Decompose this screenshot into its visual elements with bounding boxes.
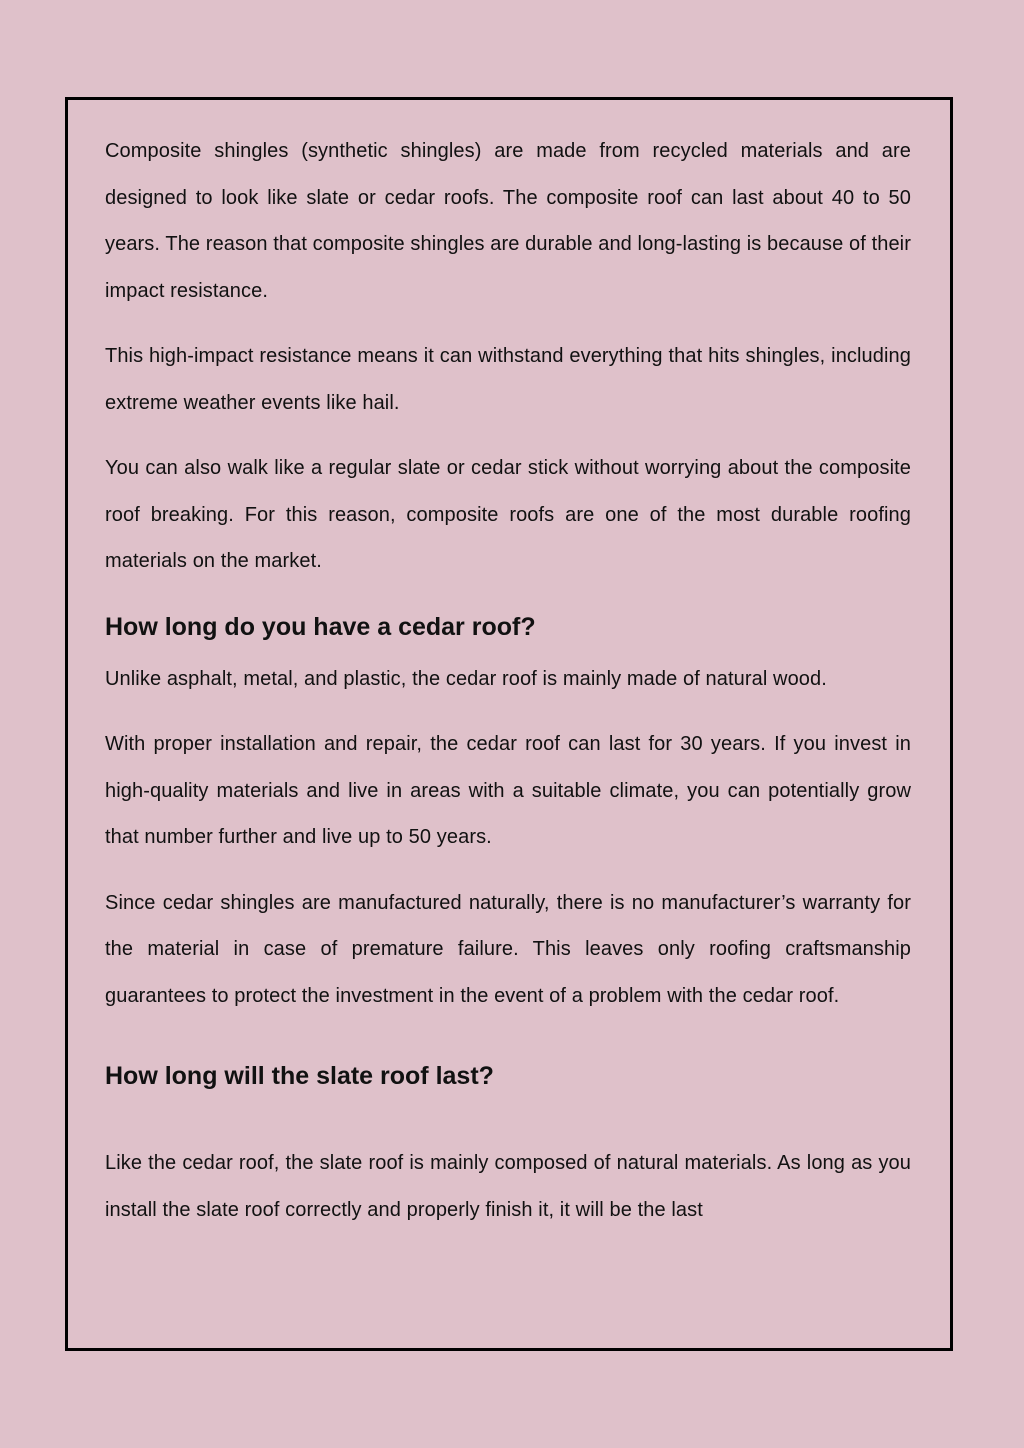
paragraph-slate-natural: Like the cedar roof, the slate roof is mainly composed of natural materials. As long as you install the slate roof correctly and properly finish it, it will be the last	[105, 1152, 911, 1221]
document-body	[105, 128, 911, 1233]
paragraph-cedar-lifespan: With proper installation and repair, the cedar roof can last for 30 years. If you invest in high-quality materials and live in areas with a suitable climate, you can potentially grow that number further and live up to 50 years.	[105, 733, 911, 848]
heading-slate-roof: How long will the slate roof last?	[105, 1062, 494, 1090]
heading-cedar-roof: How long do you have a cedar roof?	[105, 612, 536, 641]
paragraph-cedar-natural-wood: Unlike asphalt, metal, and plastic, the cedar roof is mainly made of natural wood.	[105, 667, 827, 690]
paragraph-cedar-warranty: Since cedar shingles are manufactured naturally, there is no manufacturer’s warranty for the material in case of premature failure. This leaves only roofing craftsmanship guarantees to protect the investment in the event of a problem with the cedar roof.	[105, 891, 911, 1007]
paragraph-impact-resistance: This high-impact resistance means it can withstand everything that hits shingles, including extreme weather events like hail.	[105, 345, 911, 414]
paragraph-slate-wrapper	[105, 1140, 911, 1233]
paragraph-composite-intro: Composite shingles (synthetic shingles) are made from recycled materials and are designed to look like slate or cedar roofs. The composite roof can last about 40 to 50 years. The reason that composite shingles are durable and long-lasting is because of their impact resistance.	[105, 140, 911, 302]
paragraph-walk-durability: You can also walk like a regular slate or cedar stick without worrying about the composite roof breaking. For this reason, composite roofs are one of the most durable roofing materials on the market.	[105, 457, 911, 572]
